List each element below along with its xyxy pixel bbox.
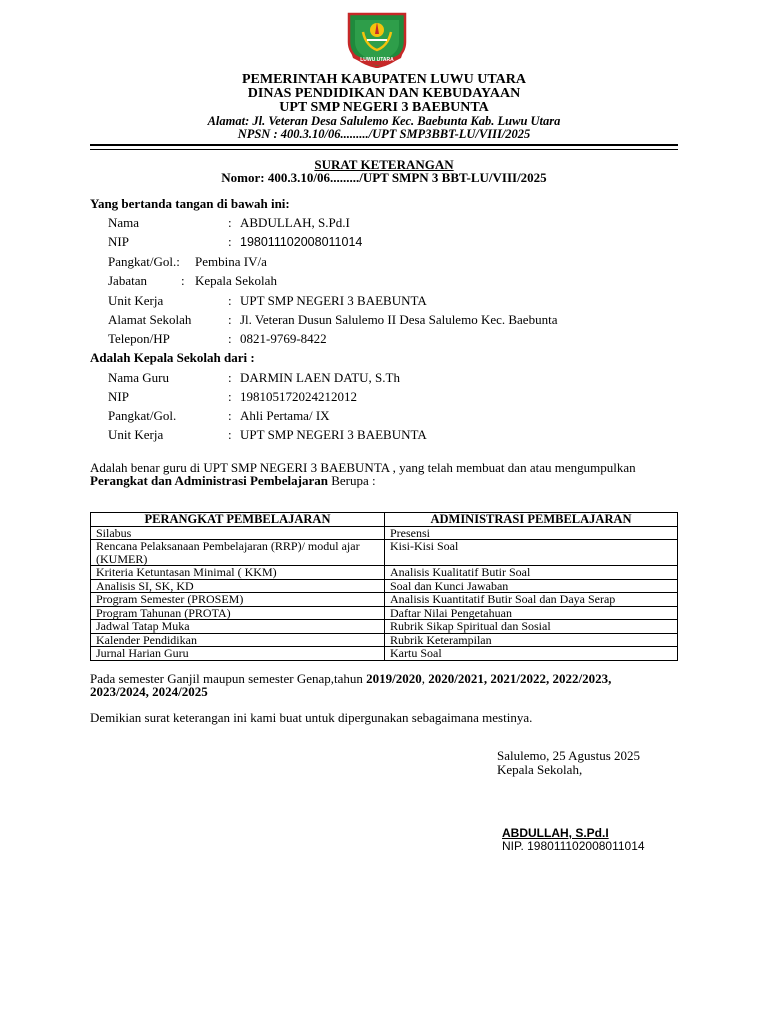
signature-place-date: Salulemo, 25 Agustus 2025: [497, 748, 641, 763]
statement-line1: Adalah benar guru di UPT SMP NEGERI 3 BAEBUNTA , yang telah membuat dan atau mengumpulkan: [90, 460, 636, 475]
table-cell: Rubrik Sikap Spiritual dan Sosial: [385, 620, 678, 634]
table-cell: Kisi-Kisi Soal: [385, 540, 678, 566]
table-cell: Daftar Nilai Pengetahuan: [385, 606, 678, 620]
field-colon: :: [228, 312, 232, 327]
table-cell: Presensi: [385, 526, 678, 540]
field-label: Alamat Sekolah: [108, 312, 192, 327]
letter-title: SURAT KETERANGAN: [314, 157, 454, 172]
table-row: [91, 566, 678, 580]
field-value: UPT SMP NEGERI 3 BAEBUNTA: [240, 293, 427, 308]
table-cell: Soal dan Kunci Jawaban: [385, 579, 678, 593]
field-label: Pangkat/Gol.: [108, 408, 177, 423]
table-row: [91, 593, 678, 607]
statement-bold: Perangkat dan Administrasi Pembelajaran: [90, 473, 328, 488]
field-colon: :: [228, 331, 232, 346]
regency-logo: [345, 12, 409, 68]
letterhead-address: Alamat: Jl. Veteran Desa Salulemo Kec. Baebunta Kab. Luwu Utara: [207, 114, 561, 128]
statement-rest: Berupa :: [327, 473, 376, 488]
field-label: Telepon/HP: [108, 331, 170, 346]
field-value: 198105172024212012: [240, 389, 357, 404]
table-cell: Jurnal Harian Guru: [91, 647, 385, 661]
signature-nip: NIP. 198011102008011014: [502, 839, 645, 853]
semester-text: Pada semester Ganjil maupun semester Genap,tahun: [90, 671, 367, 686]
field-colon: :: [228, 370, 232, 385]
field-label: NIP: [108, 389, 129, 404]
semester-separator: ,: [421, 671, 429, 686]
field-value: Ahli Pertama/ IX: [240, 408, 330, 423]
table-row: [91, 606, 678, 620]
letterhead-divider-thin: [90, 149, 678, 150]
table-cell: Rubrik Keterampilan: [385, 633, 678, 647]
table-cell: Jadwal Tatap Muka: [91, 620, 385, 634]
field-value: 198011102008011014: [240, 235, 363, 249]
table-cell: Silabus: [91, 526, 385, 540]
table-header: PERANGKAT PEMBELAJARAN: [91, 513, 385, 527]
table-row: [91, 647, 678, 661]
table-cell: Analisis Kuantitatif Butir Soal dan Daya Serap: [385, 593, 678, 607]
table-header: ADMINISTRASI PEMBELAJARAN: [385, 513, 678, 527]
table-cell: Program Semester (PROSEM): [91, 593, 385, 607]
field-colon: :: [181, 273, 185, 288]
letter-number: Nomor: 400.3.10/06........./UPT SMPN 3 BBT-LU/VIII/2025: [221, 170, 547, 185]
table-row: [91, 579, 678, 593]
letterhead-line1: PEMERINTAH KABUPATEN LUWU UTARA: [241, 72, 527, 87]
section2-heading: Adalah Kepala Sekolah dari :: [90, 350, 255, 365]
semester-years-rest: 2020/2021, 2021/2022, 2022/2023,: [428, 671, 612, 686]
field-colon: :: [228, 293, 232, 308]
field-value: Jl. Veteran Dusun Salulemo II Desa Salulemo Kec. Baebunta: [240, 312, 558, 327]
signature-position: Kepala Sekolah,: [497, 762, 583, 777]
table-cell: Kalender Pendidikan: [91, 633, 385, 647]
logo-label: LUWU UTARA: [360, 57, 394, 63]
letterhead-divider-thick: [90, 144, 678, 146]
table-cell: Program Tahunan (PROTA): [91, 606, 385, 620]
semester-line2: 2023/2024, 2024/2025: [90, 684, 208, 699]
field-colon: :: [228, 215, 232, 230]
closing-text: Demikian surat keterangan ini kami buat untuk dipergunakan sebagaimana mestinya.: [90, 710, 533, 725]
semester-years-first: 2019/2020: [366, 671, 422, 686]
table-cell: Rencana Pelaksanaan Pembelajaran (RRP)/ modul ajar (KUMER): [91, 540, 385, 566]
letterhead-line2: DINAS PENDIDIKAN DAN KEBUDAYAAN: [247, 86, 521, 101]
table-cell: Kartu Soal: [385, 647, 678, 661]
field-value: ABDULLAH, S.Pd.I: [240, 215, 350, 230]
signature-name: ABDULLAH, S.Pd.I: [502, 826, 609, 840]
field-label: Pangkat/Gol.:: [108, 254, 180, 269]
field-value: Pembina IV/a: [195, 254, 267, 269]
table-cell: Analisis Kualitatif Butir Soal: [385, 566, 678, 580]
field-label: Unit Kerja: [108, 293, 164, 308]
letterhead-npsn: NPSN : 400.3.10/06........./UPT SMP3BBT-LU/VIII/2025: [237, 127, 531, 141]
field-colon: :: [228, 427, 232, 442]
table-row: [91, 620, 678, 634]
table-cell: Analisis SI, SK, KD: [91, 579, 385, 593]
field-colon: :: [228, 408, 232, 423]
field-colon: :: [228, 389, 232, 404]
letterhead-line3: UPT SMP NEGERI 3 BAEBUNTA: [279, 100, 489, 115]
table-row: [91, 540, 678, 566]
table-cell: Kriteria Ketuntasan Minimal ( KKM): [91, 566, 385, 580]
field-label: Jabatan: [108, 273, 147, 288]
field-label: Nama Guru: [108, 370, 170, 385]
intro-text: Yang bertanda tangan di bawah ini:: [90, 196, 290, 211]
field-value: 0821-9769-8422: [240, 331, 327, 346]
field-label: NIP: [108, 234, 129, 249]
field-value: DARMIN LAEN DATU, S.Th: [240, 370, 400, 385]
table-row: [91, 633, 678, 647]
field-label: Nama: [108, 215, 140, 230]
statement-line2: [90, 474, 376, 488]
documents-table: [90, 512, 678, 661]
field-colon: :: [228, 234, 232, 249]
field-label: Unit Kerja: [108, 427, 164, 442]
table-header-row: [91, 513, 678, 527]
table-row: [91, 526, 678, 540]
field-value: UPT SMP NEGERI 3 BAEBUNTA: [240, 427, 427, 442]
field-value: Kepala Sekolah: [195, 273, 277, 288]
